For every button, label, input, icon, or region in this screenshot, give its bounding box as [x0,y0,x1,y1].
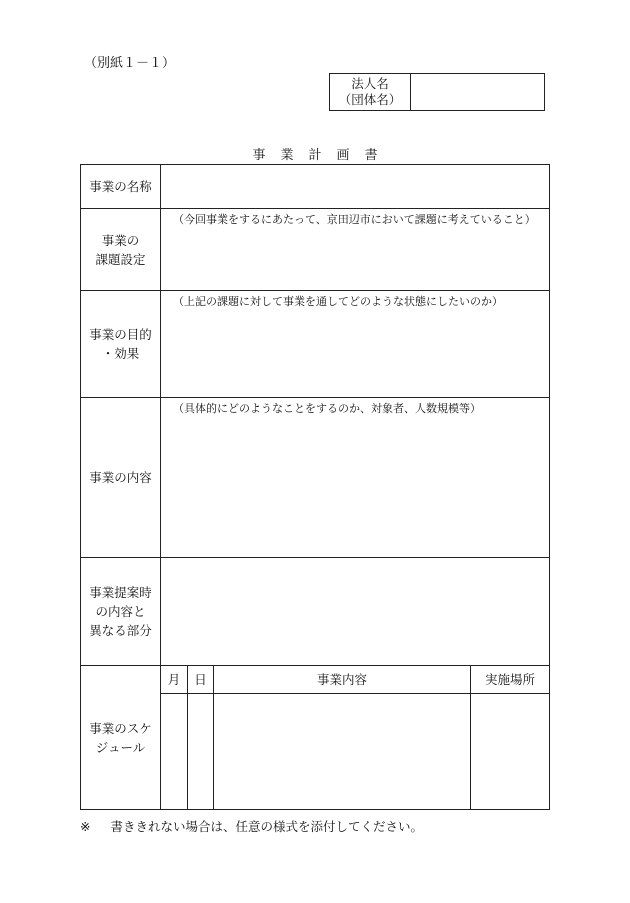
row-label-content [81,398,160,557]
issue-label-line1: 事業の [101,232,140,248]
purpose-field[interactable] [161,309,549,396]
issue-hint: （今回事業をするにあたって、京田辺市において課題に考えていること） [173,213,536,226]
purpose-label-line1: 事業の目的 [89,327,152,342]
difference-label-line3: 異なる部分 [89,623,152,638]
business-plan-table [80,164,550,810]
corporation-name-field[interactable] [411,74,544,110]
purpose-hint: （上記の課題に対して事業を通してどのような状態にしたいのか） [173,295,503,308]
row-label-issue-setting [81,209,160,290]
corporation-name-label [330,74,411,110]
schedule-col-day: 日 [194,672,207,687]
schedule-label-line1: 事業のスケ [89,720,152,736]
schedule-place-field[interactable] [471,694,549,808]
difference-field[interactable] [161,558,549,664]
issue-field[interactable] [161,227,549,289]
schedule-col-place: 実施場所 [484,672,535,687]
content-field[interactable] [161,416,549,556]
schedule-col-month: 月 [167,672,181,687]
corporation-name-box [329,73,545,111]
business-name-label: 事業の名称 [89,179,152,194]
business-name-field[interactable] [161,165,549,208]
difference-label-line2: の内容と [95,604,146,619]
purpose-label-line2: ・効果 [101,346,140,361]
corporation-name-label-line2: （団体名） [338,92,402,107]
row-label-business-name [81,165,160,208]
corporation-name-label-line1: 法人名 [351,76,389,91]
appendix-number: （別紙１－１） [84,56,176,71]
row-label-difference [81,558,160,665]
difference-label-line1: 事業提案時 [89,585,152,600]
footnote [80,817,423,835]
schedule-label-line2: ジュール [95,739,146,755]
content-label: 事業の内容 [89,470,152,485]
schedule-content-field[interactable] [214,694,470,808]
document-title: 事業計画書 [252,148,393,163]
schedule-col-content: 事業内容 [316,672,367,687]
footnote-mark: ※ [80,819,91,834]
schedule-day-field[interactable] [188,694,213,808]
footnote-text: 書ききれない場合は、任意の様式を添付してください。 [110,819,423,834]
row-label-purpose [81,291,160,397]
row-label-schedule [81,666,160,809]
issue-label-line2: 課題設定 [95,251,146,267]
content-hint: （具体的にどのようなことをするのか、対象者、人数規模等） [173,402,481,415]
schedule-month-field[interactable] [161,694,187,808]
